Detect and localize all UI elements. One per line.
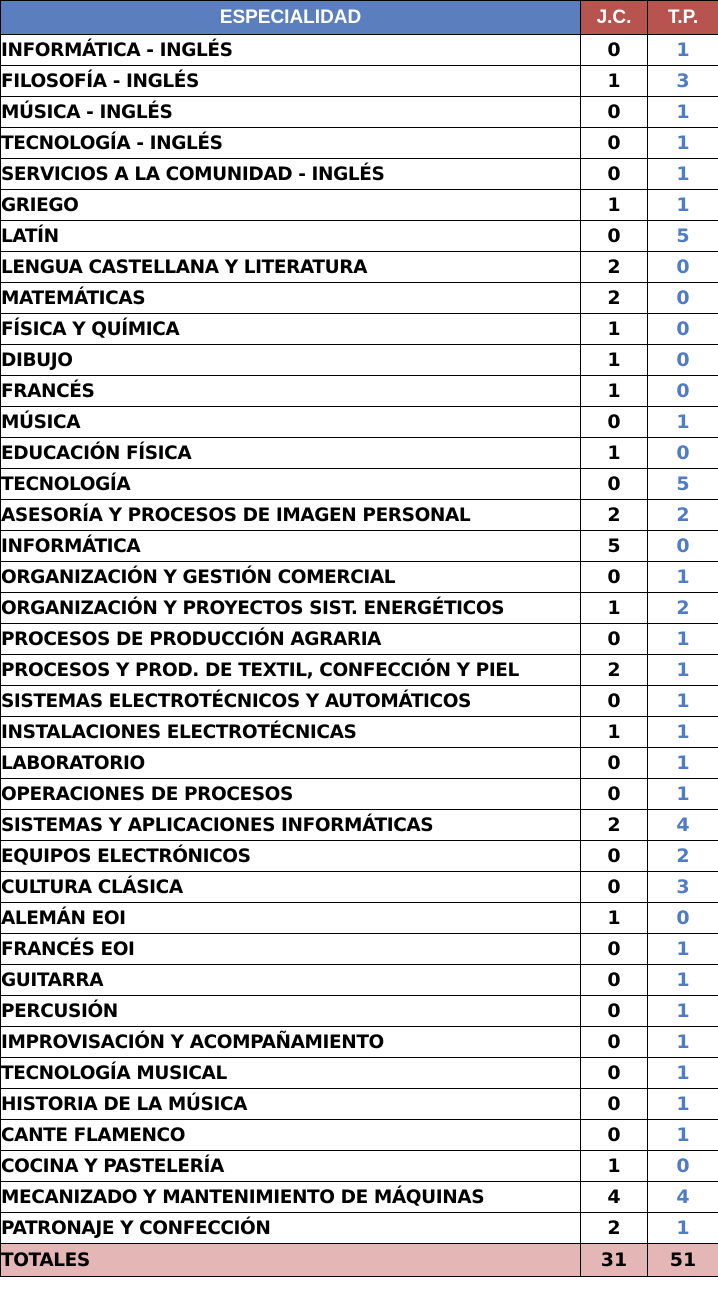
table-row bbox=[1, 717, 718, 748]
table-row bbox=[1, 655, 718, 686]
table-row bbox=[1, 965, 718, 996]
jc-cell: 1 bbox=[581, 345, 648, 376]
jc-cell: 2 bbox=[581, 810, 648, 841]
table-row bbox=[1, 376, 718, 407]
jc-cell: 0 bbox=[581, 1089, 648, 1120]
tp-cell: 1 bbox=[648, 35, 718, 66]
jc-cell: 2 bbox=[581, 1213, 648, 1244]
jc-cell: 1 bbox=[581, 190, 648, 221]
jc-cell: 1 bbox=[581, 717, 648, 748]
tp-cell: 2 bbox=[648, 593, 718, 624]
table-row bbox=[1, 779, 718, 810]
specialty-cell: ORGANIZACIÓN Y PROYECTOS SIST. ENERGÉTICOS bbox=[1, 593, 581, 624]
tp-cell: 2 bbox=[648, 841, 718, 872]
table-row bbox=[1, 531, 718, 562]
tp-cell: 3 bbox=[648, 872, 718, 903]
tp-cell: 1 bbox=[648, 965, 718, 996]
jc-cell: 0 bbox=[581, 128, 648, 159]
jc-cell: 0 bbox=[581, 996, 648, 1027]
specialty-cell: ALEMÁN EOI bbox=[1, 903, 581, 934]
specialty-cell: EDUCACIÓN FÍSICA bbox=[1, 438, 581, 469]
specialty-cell: LABORATORIO bbox=[1, 748, 581, 779]
tp-cell: 1 bbox=[648, 1058, 718, 1089]
tp-cell: 1 bbox=[648, 1120, 718, 1151]
tp-cell: 0 bbox=[648, 531, 718, 562]
table-row bbox=[1, 35, 718, 66]
tp-cell: 1 bbox=[648, 562, 718, 593]
jc-cell: 0 bbox=[581, 469, 648, 500]
specialty-cell: TECNOLOGÍA MUSICAL bbox=[1, 1058, 581, 1089]
table-row bbox=[1, 469, 718, 500]
jc-cell: 1 bbox=[581, 66, 648, 97]
specialty-cell: GUITARRA bbox=[1, 965, 581, 996]
jc-cell: 0 bbox=[581, 686, 648, 717]
table-row bbox=[1, 1182, 718, 1213]
table-row bbox=[1, 1058, 718, 1089]
jc-cell: 0 bbox=[581, 1120, 648, 1151]
table-row bbox=[1, 1089, 718, 1120]
jc-cell: 2 bbox=[581, 283, 648, 314]
tp-cell: 2 bbox=[648, 500, 718, 531]
specialty-cell: ORGANIZACIÓN Y GESTIÓN COMERCIAL bbox=[1, 562, 581, 593]
tp-cell: 0 bbox=[648, 283, 718, 314]
tp-cell: 1 bbox=[648, 1027, 718, 1058]
jc-cell: 1 bbox=[581, 903, 648, 934]
tp-cell: 1 bbox=[648, 624, 718, 655]
table-row bbox=[1, 407, 718, 438]
jc-cell: 4 bbox=[581, 1182, 648, 1213]
specialty-cell: MATEMÁTICAS bbox=[1, 283, 581, 314]
table-row bbox=[1, 500, 718, 531]
tp-cell: 5 bbox=[648, 221, 718, 252]
tp-cell: 4 bbox=[648, 810, 718, 841]
table-row bbox=[1, 252, 718, 283]
tp-cell: 1 bbox=[648, 934, 718, 965]
specialty-cell: FRANCÉS EOI bbox=[1, 934, 581, 965]
specialty-cell: CULTURA CLÁSICA bbox=[1, 872, 581, 903]
header-tp: T.P. bbox=[648, 1, 718, 35]
jc-cell: 0 bbox=[581, 35, 648, 66]
tp-cell: 0 bbox=[648, 903, 718, 934]
specialty-cell: DIBUJO bbox=[1, 345, 581, 376]
specialty-cell: PATRONAJE Y CONFECCIÓN bbox=[1, 1213, 581, 1244]
specialty-cell: HISTORIA DE LA MÚSICA bbox=[1, 1089, 581, 1120]
specialty-cell: FÍSICA Y QUÍMICA bbox=[1, 314, 581, 345]
specialty-cell: ASESORÍA Y PROCESOS DE IMAGEN PERSONAL bbox=[1, 500, 581, 531]
jc-cell: 0 bbox=[581, 1027, 648, 1058]
table-row bbox=[1, 190, 718, 221]
jc-cell: 1 bbox=[581, 593, 648, 624]
tp-cell: 1 bbox=[648, 97, 718, 128]
jc-cell: 0 bbox=[581, 748, 648, 779]
table-body bbox=[1, 35, 718, 1244]
tp-cell: 5 bbox=[648, 469, 718, 500]
specialty-cell: SERVICIOS A LA COMUNIDAD - INGLÉS bbox=[1, 159, 581, 190]
tp-cell: 1 bbox=[648, 996, 718, 1027]
specialty-cell: INFORMÁTICA bbox=[1, 531, 581, 562]
tp-cell: 3 bbox=[648, 66, 718, 97]
table-row bbox=[1, 872, 718, 903]
tp-cell: 0 bbox=[648, 1151, 718, 1182]
tp-cell: 1 bbox=[648, 779, 718, 810]
specialty-cell: OPERACIONES DE PROCESOS bbox=[1, 779, 581, 810]
jc-cell: 0 bbox=[581, 841, 648, 872]
table-row bbox=[1, 593, 718, 624]
specialty-cell: FILOSOFÍA - INGLÉS bbox=[1, 66, 581, 97]
jc-cell: 0 bbox=[581, 872, 648, 903]
table-row bbox=[1, 903, 718, 934]
tp-cell: 0 bbox=[648, 438, 718, 469]
table-row bbox=[1, 624, 718, 655]
specialty-cell: INFORMÁTICA - INGLÉS bbox=[1, 35, 581, 66]
jc-cell: 0 bbox=[581, 624, 648, 655]
table-row bbox=[1, 748, 718, 779]
table-row bbox=[1, 1213, 718, 1244]
tp-cell: 1 bbox=[648, 686, 718, 717]
specialty-cell: PROCESOS Y PROD. DE TEXTIL, CONFECCIÓN Y PIEL bbox=[1, 655, 581, 686]
specialty-cell: CANTE FLAMENCO bbox=[1, 1120, 581, 1151]
table-row bbox=[1, 841, 718, 872]
jc-cell: 5 bbox=[581, 531, 648, 562]
totals-tp: 51 bbox=[648, 1244, 718, 1277]
jc-cell: 0 bbox=[581, 221, 648, 252]
tp-cell: 1 bbox=[648, 159, 718, 190]
table-row bbox=[1, 1120, 718, 1151]
specialty-cell: TECNOLOGÍA - INGLÉS bbox=[1, 128, 581, 159]
table-row bbox=[1, 345, 718, 376]
jc-cell: 1 bbox=[581, 438, 648, 469]
tp-cell: 1 bbox=[648, 407, 718, 438]
table-row bbox=[1, 283, 718, 314]
specialty-cell: IMPROVISACIÓN Y ACOMPAÑAMIENTO bbox=[1, 1027, 581, 1058]
table-row bbox=[1, 996, 718, 1027]
table-row bbox=[1, 221, 718, 252]
totals-row bbox=[1, 1244, 718, 1277]
jc-cell: 1 bbox=[581, 376, 648, 407]
jc-cell: 0 bbox=[581, 159, 648, 190]
table-row bbox=[1, 1027, 718, 1058]
specialty-cell: MÚSICA bbox=[1, 407, 581, 438]
specialty-cell: PROCESOS DE PRODUCCIÓN AGRARIA bbox=[1, 624, 581, 655]
totals-jc: 31 bbox=[581, 1244, 648, 1277]
jc-cell: 0 bbox=[581, 407, 648, 438]
specialty-cell: TECNOLOGÍA bbox=[1, 469, 581, 500]
jc-cell: 0 bbox=[581, 97, 648, 128]
table-row bbox=[1, 562, 718, 593]
tp-cell: 1 bbox=[648, 1213, 718, 1244]
specialty-cell: LATÍN bbox=[1, 221, 581, 252]
tp-cell: 1 bbox=[648, 128, 718, 159]
jc-cell: 2 bbox=[581, 500, 648, 531]
table-row bbox=[1, 1151, 718, 1182]
jc-cell: 2 bbox=[581, 655, 648, 686]
tp-cell: 1 bbox=[648, 1089, 718, 1120]
table-row bbox=[1, 314, 718, 345]
jc-cell: 1 bbox=[581, 314, 648, 345]
jc-cell: 0 bbox=[581, 779, 648, 810]
jc-cell: 1 bbox=[581, 1151, 648, 1182]
specialty-cell: FRANCÉS bbox=[1, 376, 581, 407]
specialty-cell: EQUIPOS ELECTRÓNICOS bbox=[1, 841, 581, 872]
specialty-cell: COCINA Y PASTELERÍA bbox=[1, 1151, 581, 1182]
table-row bbox=[1, 810, 718, 841]
table-row bbox=[1, 128, 718, 159]
table-row bbox=[1, 97, 718, 128]
table-row bbox=[1, 686, 718, 717]
jc-cell: 0 bbox=[581, 965, 648, 996]
tp-cell: 1 bbox=[648, 190, 718, 221]
totals-label: TOTALES bbox=[1, 1244, 581, 1277]
table-row bbox=[1, 159, 718, 190]
tp-cell: 0 bbox=[648, 376, 718, 407]
tp-cell: 1 bbox=[648, 717, 718, 748]
tp-cell: 0 bbox=[648, 314, 718, 345]
specialty-cell: LENGUA CASTELLANA Y LITERATURA bbox=[1, 252, 581, 283]
table-row bbox=[1, 438, 718, 469]
specialty-cell: MÚSICA - INGLÉS bbox=[1, 97, 581, 128]
header-specialty: ESPECIALIDAD bbox=[1, 1, 581, 35]
header-row bbox=[1, 1, 718, 35]
table-row bbox=[1, 934, 718, 965]
specialty-cell: MECANIZADO Y MANTENIMIENTO DE MÁQUINAS bbox=[1, 1182, 581, 1213]
specialty-cell: GRIEGO bbox=[1, 190, 581, 221]
specialty-cell: PERCUSIÓN bbox=[1, 996, 581, 1027]
jc-cell: 0 bbox=[581, 562, 648, 593]
tp-cell: 0 bbox=[648, 345, 718, 376]
jc-cell: 2 bbox=[581, 252, 648, 283]
tp-cell: 1 bbox=[648, 748, 718, 779]
tp-cell: 0 bbox=[648, 252, 718, 283]
table-row bbox=[1, 66, 718, 97]
jc-cell: 0 bbox=[581, 1058, 648, 1089]
header-jc: J.C. bbox=[581, 1, 648, 35]
tp-cell: 4 bbox=[648, 1182, 718, 1213]
tp-cell: 1 bbox=[648, 655, 718, 686]
jc-cell: 0 bbox=[581, 934, 648, 965]
specialty-cell: SISTEMAS ELECTROTÉCNICOS Y AUTOMÁTICOS bbox=[1, 686, 581, 717]
specialty-cell: INSTALACIONES ELECTROTÉCNICAS bbox=[1, 717, 581, 748]
specialty-cell: SISTEMAS Y APLICACIONES INFORMÁTICAS bbox=[1, 810, 581, 841]
